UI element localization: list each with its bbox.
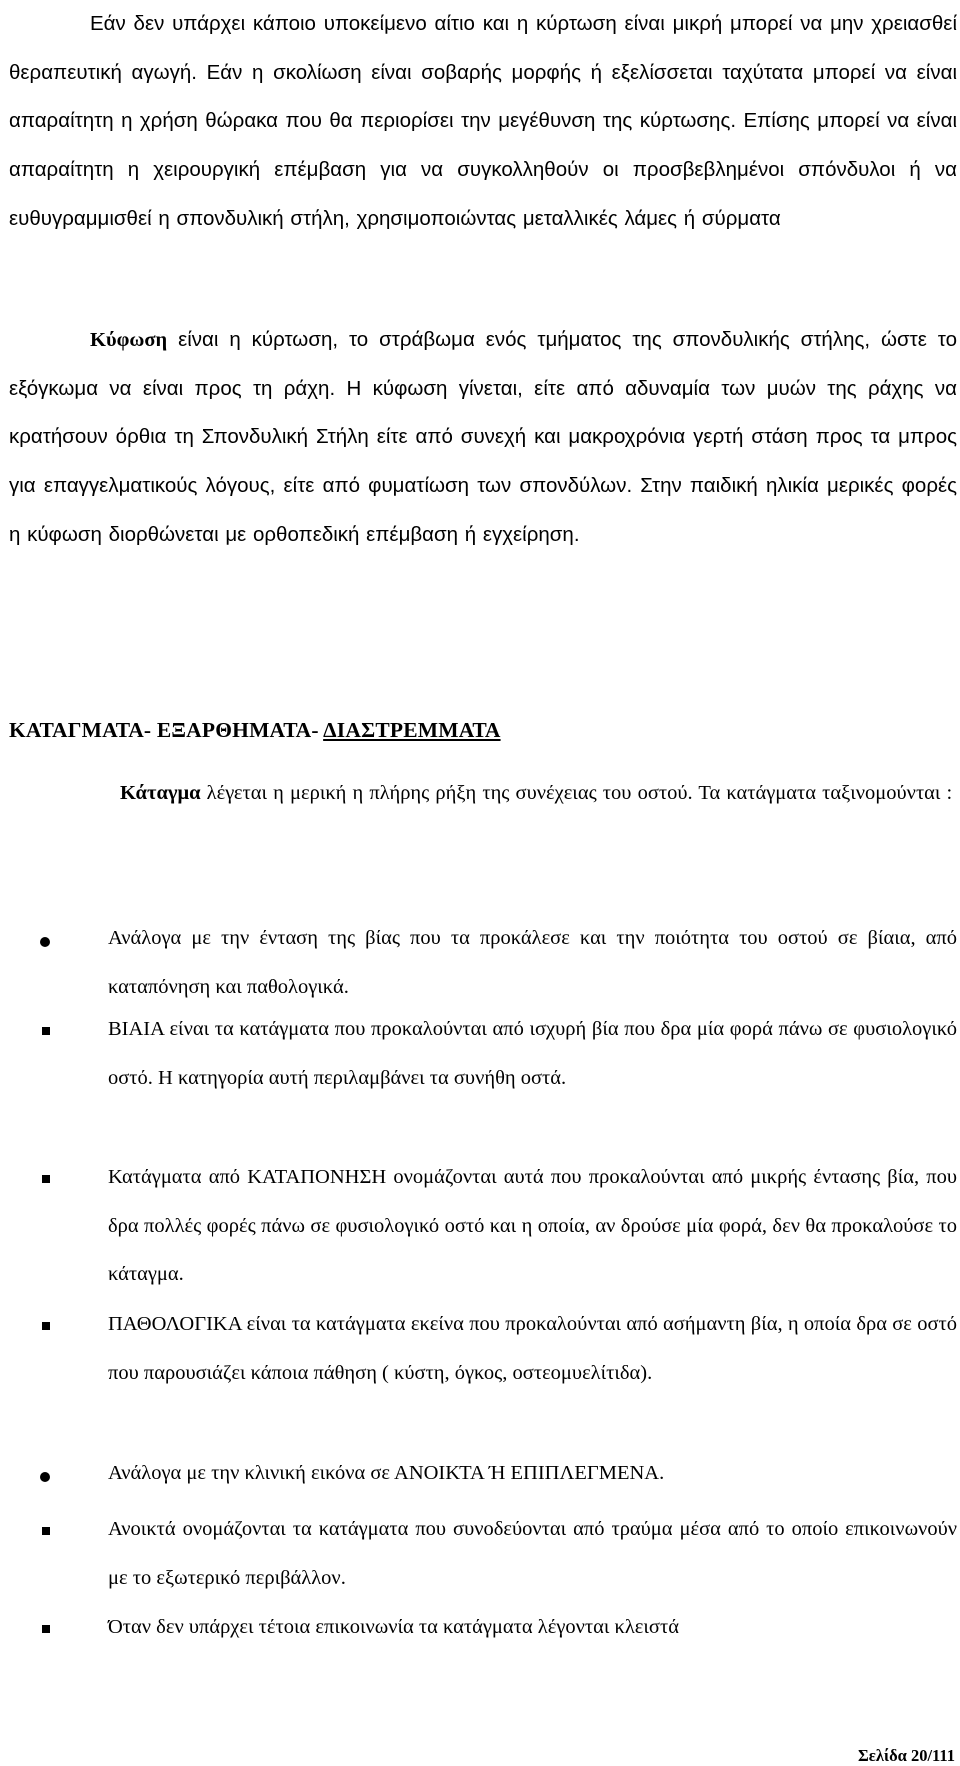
list-item-text: ΒΙΑΙΑ είναι τα κατάγματα που προκαλούνται από ισχυρή βία που δρα μία φορά πάνω σε φυσιολογικό οστό. Η κατηγορία αυτή περιλαμβάνει τα συνήθη οστά. <box>108 1018 957 1089</box>
section-heading <box>9 710 501 750</box>
round-bullet-icon <box>40 1472 50 1482</box>
list-item-text: ΠΑΘΟΛΟΓΙΚΑ είναι τα κατάγματα εκείνα που προκαλούνται από ασήμαντη βία, η οποία δρα σε οστό που παρουσιάζει κάποια πάθηση ( κύστη, όγκος, οστεομυελίτιδα). <box>108 1313 957 1384</box>
round-bullet-icon <box>40 937 50 947</box>
page-number: Σελίδα 20/111 <box>858 1746 955 1765</box>
square-bullet-icon <box>42 1175 50 1183</box>
square-bullet-icon <box>42 1322 50 1330</box>
section-heading-part1: ΚΑΤΑΓΜΑΤΑ- ΕΞΑΡΘΗΜΑΤΑ- <box>9 718 324 742</box>
kyphosis-paragraph <box>9 316 957 560</box>
kyphosis-text: είναι η κύρτωση, το στράβωμα ενός τμήματος της σπονδυλικής στήλης, ώστε το εξόγκωμα να είναι προς τη ράχη. Η κύφωση γίνεται, είτε από αδυναμία των μυών της ράχης να κρατήσουν όρθια τη Σπονδυλική Στήλη είτε από συνεχή και μακροχρόνια γερτή στάση προς τα μπρος για επαγγελματικούς λόγους, είτε από φυματίωση των σπονδύλων. Στην παιδική ηλικία μερικές φορές η κύφωση διορθώνεται με ορθοπεδική επέμβαση ή εγχείρηση. <box>9 328 957 546</box>
list-item-text: Κατάγματα από ΚΑΤΑΠΟΝΗΣΗ ονομάζονται αυτά που προκαλούνται από μικρής έντασης βία, που δρα πολλές φορές πάνω σε φυσιολογικό οστό και η οποία, αν δρούσε μία φορά, δεν θα προκαλούσε το κάταγμα. <box>108 1166 957 1286</box>
fracture-paragraph <box>9 769 957 818</box>
section-heading-part2: ΔΙΑΣΤΡΕΜΜΑΤΑ <box>323 718 501 742</box>
list-item-text: Όταν δεν υπάρχει τέτοια επικοινωνία τα κατάγματα λέγονται κλειστά <box>108 1616 679 1638</box>
list-item-text: Ανοικτά ονομάζονται τα κατάγματα που συνοδεύονται από τραύμα μέσα από το οποίο επικοινωνούν με το εξωτερικό περιβάλλον. <box>108 1518 957 1589</box>
kyphosis-term: Κύφωση <box>90 329 168 351</box>
square-bullet-icon <box>42 1027 50 1035</box>
list-item-text: Ανάλογα με την ένταση της βίας που τα προκάλεσε και την ποιότητα του οστού σε βίαια, από καταπόνηση και παθολογικά. <box>108 927 957 998</box>
fracture-text: λέγεται η μερική η πλήρης ρήξη της συνέχειας του οστού. Τα κατάγματα ταξινομούνται : <box>200 782 953 804</box>
list-item-text: Ανάλογα με την κλινική εικόνα σε ΑΝΟΙΚΤΑ Ή ΕΠΙΠΛΕΓΜΕΝΑ. <box>108 1462 665 1484</box>
intro-paragraph: Εάν δεν υπάρχει κάποιο υποκείμενο αίτιο και η κύρτωση είναι μικρή μπορεί να μην χρειασθεί θεραπευτική αγωγή. Εάν η σκολίωση είναι σοβαρής μορφής ή εξελίσσεται ταχύτατα μπορεί να είναι απαραίτητη η χρήση θώρακα που θα περιορίσει την μεγέθυνση της κύρτωσης. Επίσης μπορεί να είναι απαραίτητη η χειρουργική επέμβαση για να συγκολληθούν οι προσβεβλημένοι σπόνδυλοι ή να ευθυγραμμισθεί η σπονδυλική στήλη, χρησιμοποιώντας μεταλλικές λάμες ή σύρματα <box>9 12 957 230</box>
square-bullet-icon <box>42 1625 50 1633</box>
fracture-term: Κάταγμα <box>120 782 201 804</box>
square-bullet-icon <box>42 1527 50 1535</box>
